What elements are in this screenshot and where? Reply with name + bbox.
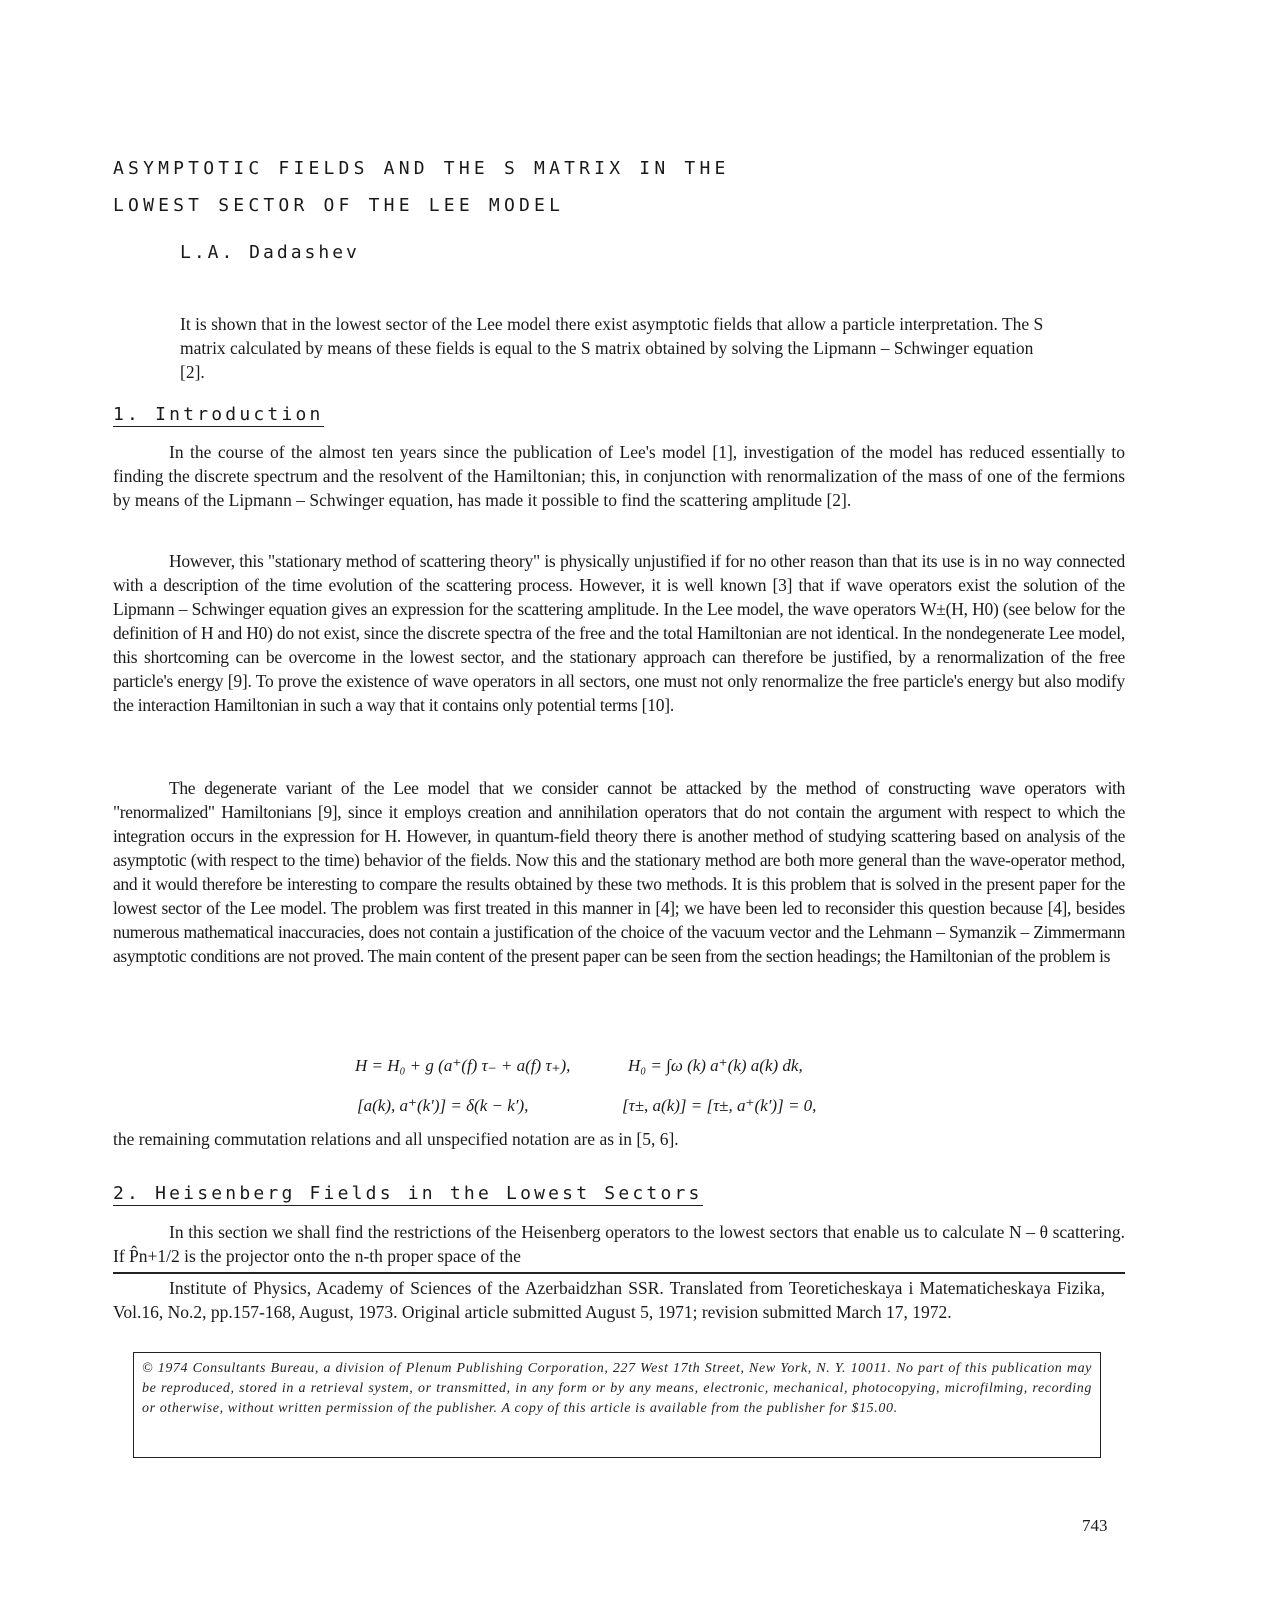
section-2-heading: 2. Heisenberg Fields in the Lowest Sectors (113, 1183, 703, 1204)
equation-hamiltonian: H = H₀ + g (a⁺(f) τ₋ + a(f) τ₊), (355, 1056, 571, 1075)
title-line-2: LOWEST SECTOR OF THE LEE MODEL (113, 195, 565, 216)
section-1-heading: 1. Introduction (113, 404, 324, 425)
copyright-box: © 1974 Consultants Bureau, a division of Plenum Publishing Corporation, 227 West 17th Street, New York, N. Y. 10011. No part of this publication may be reproduced, stored in a retrieval system, or transmitted, in any form or by any means, electronic, mechanical, photocopying, microfilming, recording or otherwise, without written permission of the publisher. A copy of this article is available from the publisher for $15.00. (133, 1352, 1101, 1458)
after-equation-text: the remaining commutation relations and all unspecified notation are as in [5, 6]. (113, 1129, 679, 1149)
footnote-rule (113, 1272, 1125, 1274)
title-line-1: ASYMPTOTIC FIELDS AND THE S MATRIX IN THE (113, 158, 730, 179)
footnote: Institute of Physics, Academy of Sciences of the Azerbaidzhan SSR. Translated from Teoreticheskaya i Matematicheskaya Fizika, Vol.16, No.2, pp.157-168, August, 1973. Original article submitted August 5, 1971; revision submitted March 17, 1972. (113, 1278, 1105, 1322)
section-2-paragraph-1: In this section we shall find the restrictions of the Heisenberg operators to the lowest sectors that enable us to calculate N – θ scattering. If P̂n+1/2 is the projector onto the n-th proper space of the (113, 1222, 1125, 1266)
equation-commutator-tau: [τ±, a(k)] = [τ±, a⁺(k′)] = 0, (622, 1096, 817, 1115)
page-number: 743 (1082, 1516, 1108, 1535)
equation-commutator-a: [a(k), a⁺(k′)] = δ(k − k′), (357, 1096, 529, 1115)
section-1-paragraph-1: In the course of the almost ten years since the publication of Lee's model [1], investigation of the model has reduced essentially to finding the discrete spectrum and the resolvent of the Hamiltonian; this, in conjunction with renormalization of the mass of one of the fermions by means of the Lipmann – Schwinger equation, has made it possible to find the scattering amplitude [2]. (113, 442, 1125, 510)
section-1-paragraph-3: The degenerate variant of the Lee model that we consider cannot be attacked by the method of constructing wave operators with "renormalized" Hamiltonians [9], since it employs creation and annihilation operators that do not contain the argument with respect to which the integration occurs in the expression for H. However, in quantum-field theory there is another method of studying scattering based on analysis of the asymptotic (with respect to the time) behavior of the fields. Now this and the stationary method are both more general than the wave-operator method, and it would therefore be interesting to compare the results obtained by these two methods. It is this problem that is solved in the present paper for the lowest sector of the Lee model. The problem was first treated in this manner in [4]; we have been led to reconsider this question because [4], besides numerous mathematical inaccuracies, does not contain a justification of the choice of the vacuum vector and the Lehmann – Symanzik – Zimmermann asymptotic conditions are not proved. The main content of the present paper can be seen from the section headings; the Hamiltonian of the problem is (113, 778, 1125, 966)
abstract: It is shown that in the lowest sector of the Lee model there exist asymptotic fields that allow a particle interpretation. The S matrix calculated by means of these fields is equal to the S matrix obtained by solving the Lipmann – Schwinger equation [2]. (180, 314, 1044, 382)
section-1-paragraph-2: However, this "stationary method of scattering theory" is physically unjustified if for no other reason than that its use is in no way connected with a description of the time evolution of the scattering process. However, it is well known [3] that if wave operators exist the solution of the Lipmann – Schwinger equation gives an expression for the scattering amplitude. In the Lee model, the wave operators W±(H, H0) (see below for the definition of H and H0) do not exist, since the discrete spectra of the free and the total Hamiltonian are not identical. In the nondegenerate Lee model, this shortcoming can be overcome in the lowest sector, and the stationary approach can therefore be justified, by a renormalization of the free particle's energy [9]. To prove the existence of wave operators in all sectors, one must not only renormalize the free particle's energy but also modify the interaction Hamiltonian in such a way that it contains only potential terms [10]. (113, 551, 1125, 715)
equation-free-hamiltonian: H₀ = ∫ω (k) a⁺(k) a(k) dk, (628, 1056, 803, 1075)
author: L.A. Dadashev (180, 242, 360, 263)
